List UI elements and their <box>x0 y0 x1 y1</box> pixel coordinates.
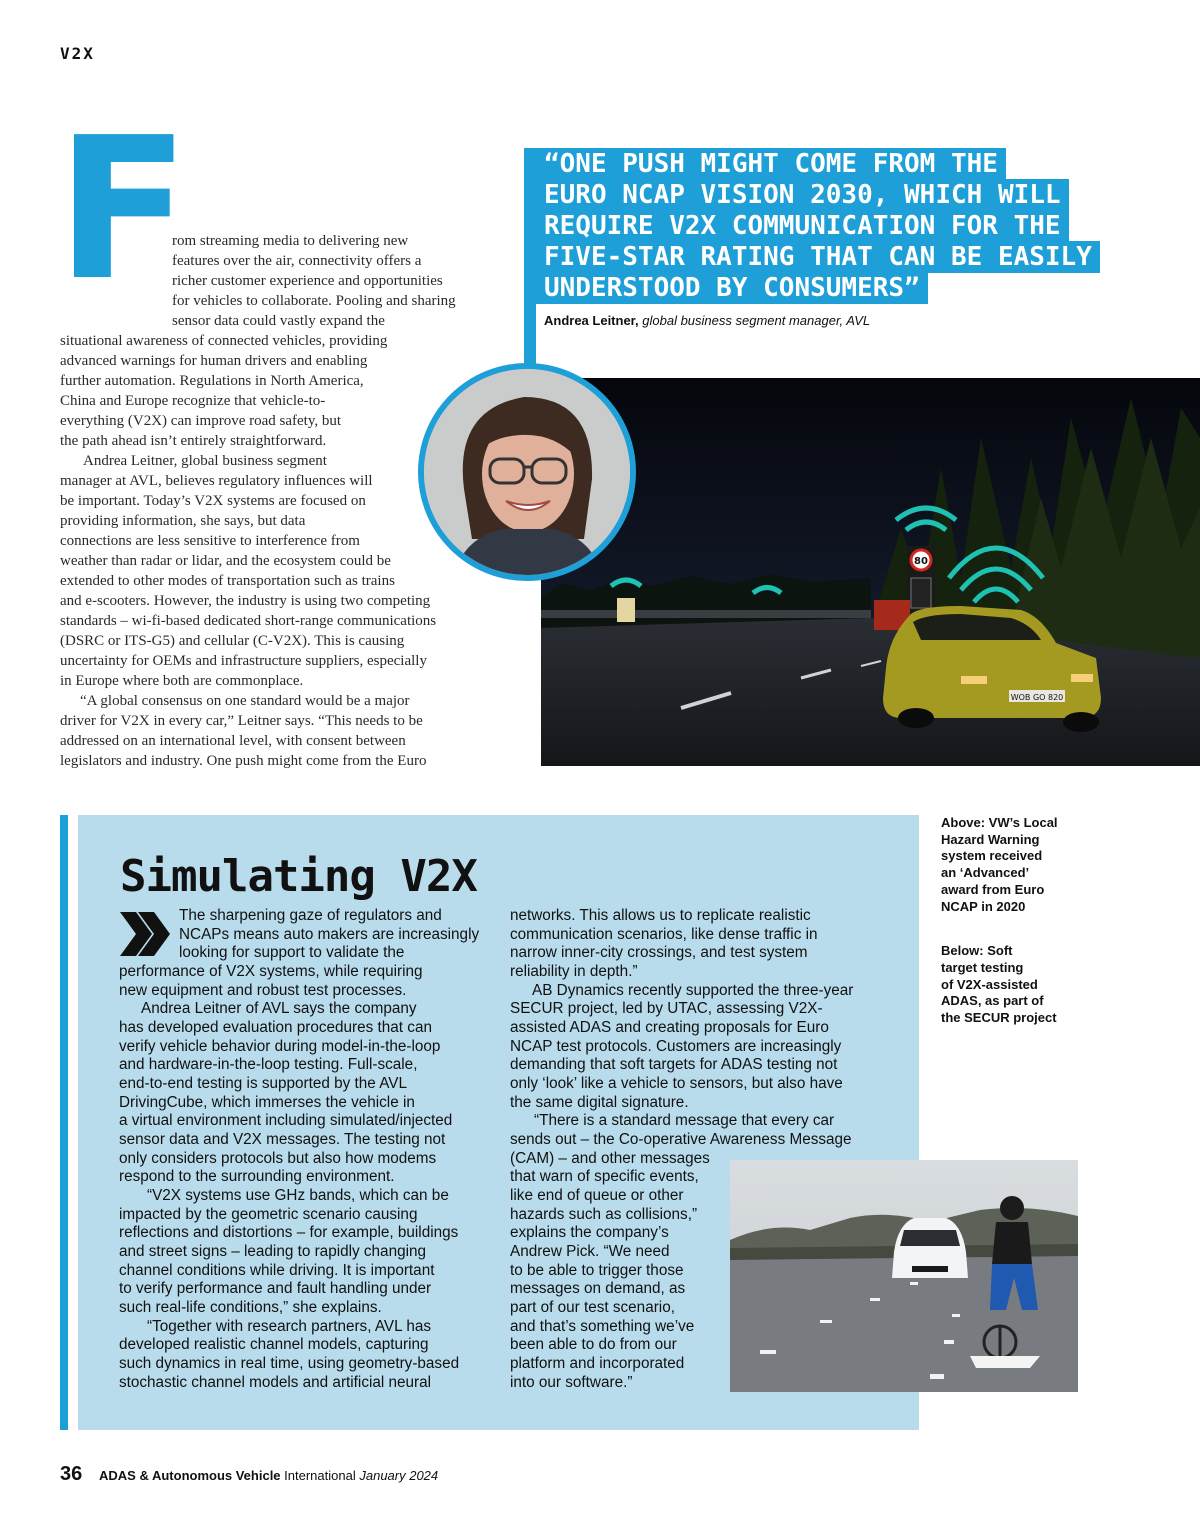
sidebar-line: part of our test scenario, <box>510 1299 675 1316</box>
caption-line: Above: VW’s Local <box>941 815 1058 830</box>
sidebar-line: only ‘look’ like a vehicle to sensors, but also have <box>510 1075 843 1092</box>
sidebar-line: assisted ADAS and creating proposals for Euro <box>510 1019 829 1036</box>
article-line: Andrea Leitner, global business segment <box>83 453 327 469</box>
sidebar-line: reflections and distortions – for example, buildings <box>119 1224 459 1241</box>
section-tag: V2X <box>60 44 95 63</box>
sidebar-line: and street signs – leading to rapidly changing <box>119 1243 426 1260</box>
sidebar-line: AB Dynamics recently supported the three-year <box>532 982 854 999</box>
pull-quote-line: EURO NCAP VISION 2030, WHICH WILL <box>536 179 1069 211</box>
sidebar-line: stochastic channel models and artificial neural <box>119 1374 432 1391</box>
article-line: in Europe where both are commonplace. <box>60 673 304 689</box>
caption-line: award from Euro <box>941 882 1045 897</box>
sidebar-line: been able to do from our <box>510 1336 677 1353</box>
portrait-illustration <box>424 369 630 575</box>
sidebar-line: sends out – the Co-operative Awareness Message <box>510 1131 852 1148</box>
sidebar-line: to be able to trigger those <box>510 1262 684 1279</box>
sidebar-line: explains the company’s <box>510 1224 669 1241</box>
sidebar-line: (CAM) – and other messages <box>510 1150 710 1167</box>
sidebar-line: developed realistic channel models, capturing <box>119 1336 429 1353</box>
sidebar-line: to verify performance and fault handling under <box>119 1280 432 1297</box>
article-line: manager at AVL, believes regulatory influences will <box>60 473 373 489</box>
sidebar-title: Simulating V2X <box>120 851 477 902</box>
article-line: driver for V2X in every car,” Leitner says. “This needs to be <box>60 713 423 729</box>
caption-line: an ‘Advanced’ <box>941 865 1030 880</box>
sidebar-line: performance of V2X systems, while requiring <box>119 963 423 980</box>
sidebar-line: looking for support to validate the <box>179 944 405 961</box>
double-chevron-icon <box>118 910 174 958</box>
sidebar-line: a virtual environment including simulated/injected <box>119 1112 453 1129</box>
article-line: situational awareness of connected vehicles, providing <box>60 333 388 349</box>
article-line: providing information, she says, but data <box>60 513 306 529</box>
publication-name: ADAS & Autonomous Vehicle <box>99 1468 281 1483</box>
article-line: uncertainty for OEMs and infrastructure suppliers, especially <box>60 653 427 669</box>
caption-line: system received <box>941 848 1043 863</box>
caption-line: NCAP in 2020 <box>941 899 1026 914</box>
caption-line: Below: Soft <box>941 943 1013 958</box>
sidebar-line: that warn of specific events, <box>510 1168 699 1185</box>
sidebar-line: platform and incorporated <box>510 1355 685 1372</box>
article-line: the path ahead isn’t entirely straightforward. <box>60 433 327 449</box>
pull-quote-line: “ONE PUSH MIGHT COME FROM THE <box>536 148 1006 180</box>
sidebar-line: hazards such as collisions,” <box>510 1206 698 1223</box>
sidebar-line: respond to the surrounding environment. <box>119 1168 395 1185</box>
footer-publication <box>99 1468 438 1484</box>
license-plate-text: WOB GO 820 <box>1010 693 1064 702</box>
sidebar-line: verify vehicle behavior during model-in-the-loop <box>119 1038 441 1055</box>
caption-line: ADAS, as part of <box>941 993 1044 1008</box>
article-line: addressed on an international level, with consent between <box>60 733 406 749</box>
article-line: weather than radar or lidar, and the ecosystem could be <box>60 553 391 569</box>
sidebar-line: impacted by the geometric scenario causing <box>119 1206 418 1223</box>
article-line: sensor data could vastly expand the <box>172 313 385 329</box>
sidebar-line: networks. This allows us to replicate realistic <box>510 907 811 924</box>
attribution-role: global business segment manager, AVL <box>642 313 871 328</box>
sidebar-line: new equipment and robust test processes. <box>119 982 407 999</box>
caption-line: target testing <box>941 960 1024 975</box>
caption-line: Hazard Warning <box>941 832 1040 847</box>
caption-line: of V2X-assisted <box>941 977 1038 992</box>
sidebar-line: “V2X systems use GHz bands, which can be <box>147 1187 449 1204</box>
sidebar-line: reliability in depth.” <box>510 963 638 980</box>
article-line: further automation. Regulations in North America, <box>60 373 364 389</box>
article-line: (DSRC or ITS-G5) and cellular (C-V2X). This is causing <box>60 633 405 649</box>
sidebar-line: such dynamics in real time, using geometry-based <box>119 1355 460 1372</box>
sidebar-line: Andrea Leitner of AVL says the company <box>141 1000 417 1017</box>
sidebar-line: demanding that soft targets for ADAS testing not <box>510 1056 838 1073</box>
sidebar-line: has developed evaluation procedures that can <box>119 1019 432 1036</box>
publication-suffix: International <box>284 1468 356 1483</box>
article-line: for vehicles to collaborate. Pooling and sharing <box>172 293 456 309</box>
sidebar-line: “There is a standard message that every car <box>534 1112 835 1129</box>
sidebar-line: and that’s something we’ve <box>510 1318 695 1335</box>
sidebar-line: sensor data and V2X messages. The testing not <box>119 1131 446 1148</box>
sidebar-line: DrivingCube, which immerses the vehicle in <box>119 1094 415 1111</box>
sidebar-line: and hardware-in-the-loop testing. Full-scale, <box>119 1056 418 1073</box>
test-track-illustration <box>730 1160 1078 1392</box>
sidebar-line: Andrew Pick. “We need <box>510 1243 670 1260</box>
sidebar-line: into our software.” <box>510 1374 633 1391</box>
sidebar-line: narrow inner-city crossings, and test system <box>510 944 808 961</box>
article-line: advanced warnings for human drivers and enabling <box>60 353 368 369</box>
sidebar-accent-stripe <box>60 815 68 1430</box>
pull-quote-line: FIVE-STAR RATING THAT CAN BE EASILY <box>536 241 1100 273</box>
article-line: be important. Today’s V2X systems are focused on <box>60 493 366 509</box>
pull-quote-bar <box>524 148 536 374</box>
sidebar-line: “Together with research partners, AVL has <box>147 1318 431 1335</box>
sidebar-line: NCAP test protocols. Customers are increasingly <box>510 1038 842 1055</box>
article-line: “A global consensus on one standard would be a major <box>80 693 410 709</box>
article-line: richer customer experience and opportunities <box>172 273 443 289</box>
attribution-name: Andrea Leitner, <box>544 313 639 328</box>
article-line: connections are less sensitive to interference from <box>60 533 360 549</box>
page-number: 36 <box>60 1463 83 1485</box>
sidebar-line: the same digital signature. <box>510 1094 689 1111</box>
article-line: and e-scooters. However, the industry is using two competing <box>60 593 431 609</box>
caption-line: the SECUR project <box>941 1010 1057 1025</box>
sidebar-line: only considers protocols but also how modems <box>119 1150 437 1167</box>
sidebar-line: communication scenarios, like dense traffic in <box>510 926 818 943</box>
sidebar-line: such real-life conditions,” she explains. <box>119 1299 382 1316</box>
pull-quote-line: UNDERSTOOD BY CONSUMERS” <box>536 272 928 304</box>
pull-quote-attribution <box>544 313 870 328</box>
sidebar-line: end-to-end testing is supported by the AVL <box>119 1075 407 1092</box>
sidebar-line: like end of queue or other <box>510 1187 684 1204</box>
soft-target-test-photo <box>730 1160 1078 1392</box>
portrait-photo <box>418 363 636 581</box>
issue-date: January 2024 <box>359 1468 439 1483</box>
night-highway-illustration <box>541 378 1200 766</box>
sidebar-line: messages on demand, as <box>510 1280 686 1297</box>
night-highway-photo <box>541 378 1200 766</box>
speed-limit-text: 80 <box>914 556 928 567</box>
article-line: features over the air, connectivity offers a <box>172 253 422 269</box>
sidebar-line: The sharpening gaze of regulators and <box>179 907 442 924</box>
pull-quote-line: REQUIRE V2X COMMUNICATION FOR THE <box>536 210 1069 242</box>
article-line: standards – wi-fi-based dedicated short-range communications <box>60 613 437 629</box>
article-line: China and Europe recognize that vehicle-to- <box>60 393 326 409</box>
article-line: rom streaming media to delivering new <box>172 233 409 249</box>
sidebar-line: SECUR project, led by UTAC, assessing V2X- <box>510 1000 823 1017</box>
article-line: everything (V2X) can improve road safety, but <box>60 413 342 429</box>
drop-cap: F <box>56 96 190 324</box>
article-line: extended to other modes of transportation such as trains <box>60 573 395 589</box>
article-line: legislators and industry. One push might come from the Euro <box>60 753 427 769</box>
sidebar-line: channel conditions while driving. It is important <box>119 1262 435 1279</box>
sidebar-line: NCAPs means auto makers are increasingly <box>179 926 480 943</box>
